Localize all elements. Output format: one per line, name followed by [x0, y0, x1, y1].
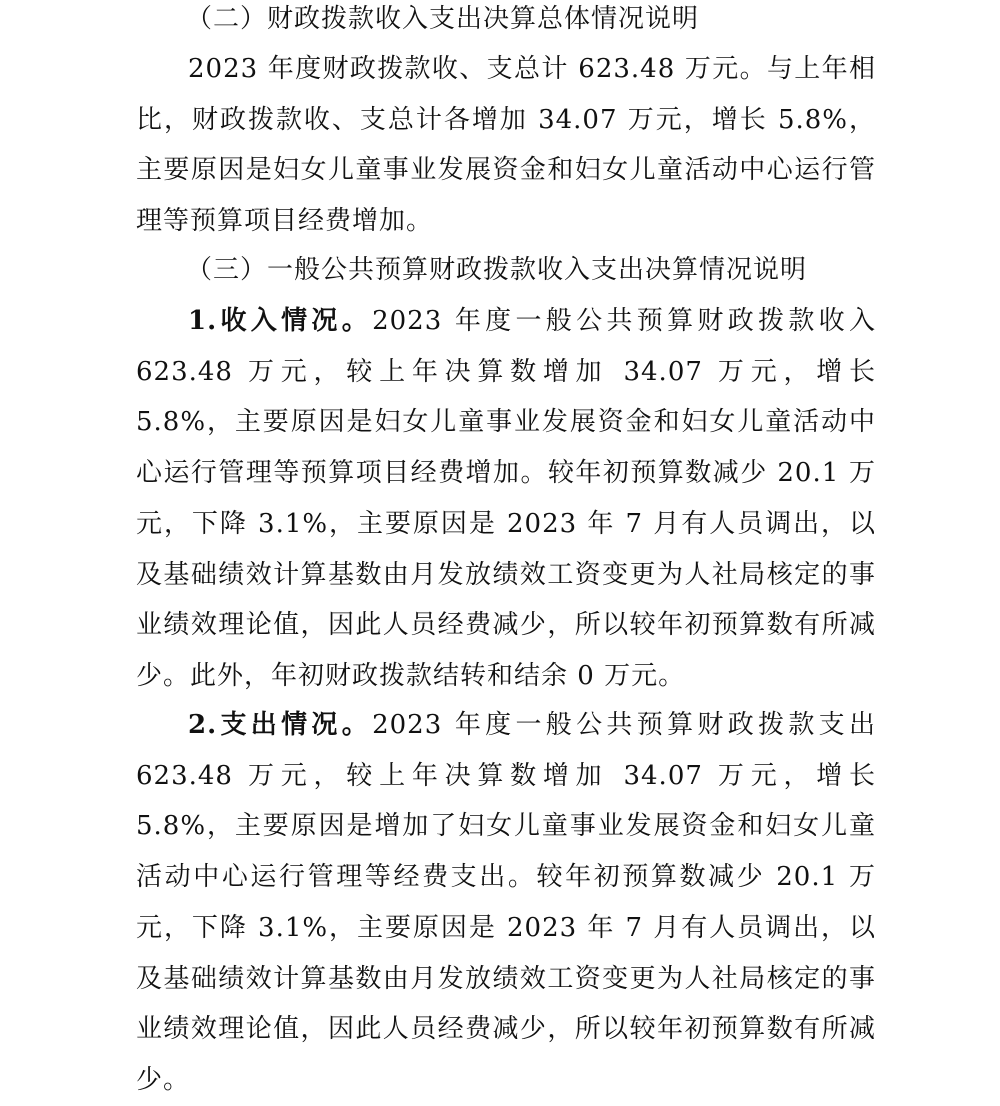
income-lead: 1.收入情况。	[188, 306, 373, 336]
expense-lead: 2.支出情况。	[188, 710, 373, 740]
section-2-heading: （二）财政拨款收入支出决算总体情况说明	[186, 4, 700, 34]
expense-paragraph	[136, 700, 876, 1106]
expense-body: 2023 年度一般公共预算财政拨款支出 623.48 万元，较上年决算数增加 34.07 万元，增长 5.8%，主要原因是增加了妇女儿童事业发展资金和妇女儿童活动中心运行管理等经费支出。较年初预算数减少 20.1 万元，下降 3.1%，主要原因是 2023 年 7 月有人员调出，以及基础绩效计算基数由月发放绩效工资变更为人社局核定的事业绩效理论值，因此人员经费减少，所以较年初预算数有所减少。	[136, 710, 876, 1095]
section-3-heading: （三）一般公共预算财政拨款收入支出决算情况说明	[186, 255, 808, 285]
income-body: 2023 年度一般公共预算财政拨款收入 623.48 万元，较上年决算数增加 34.07 万元，增长 5.8%，主要原因是妇女儿童事业发展资金和妇女儿童活动中心运行管理等预算项目经费增加。较年初预算数减少 20.1 万元，下降 3.1%，主要原因是 2023 年 7 月有人员调出，以及基础绩效计算基数由月发放绩效工资变更为人社局核定的事业绩效理论值，因此人员经费减少，所以较年初预算数有所减少。此外，年初财政拨款结转和结余 0 万元。	[136, 306, 876, 691]
income-paragraph	[136, 296, 876, 702]
section-2-paragraph: 2023 年度财政拨款收、支总计 623.48 万元。与上年相比，财政拨款收、支总计各增加 34.07 万元，增长 5.8%，主要原因是妇女儿童事业发展资金和妇女儿童活动中心运行管理等预算项目经费增加。	[136, 54, 876, 237]
